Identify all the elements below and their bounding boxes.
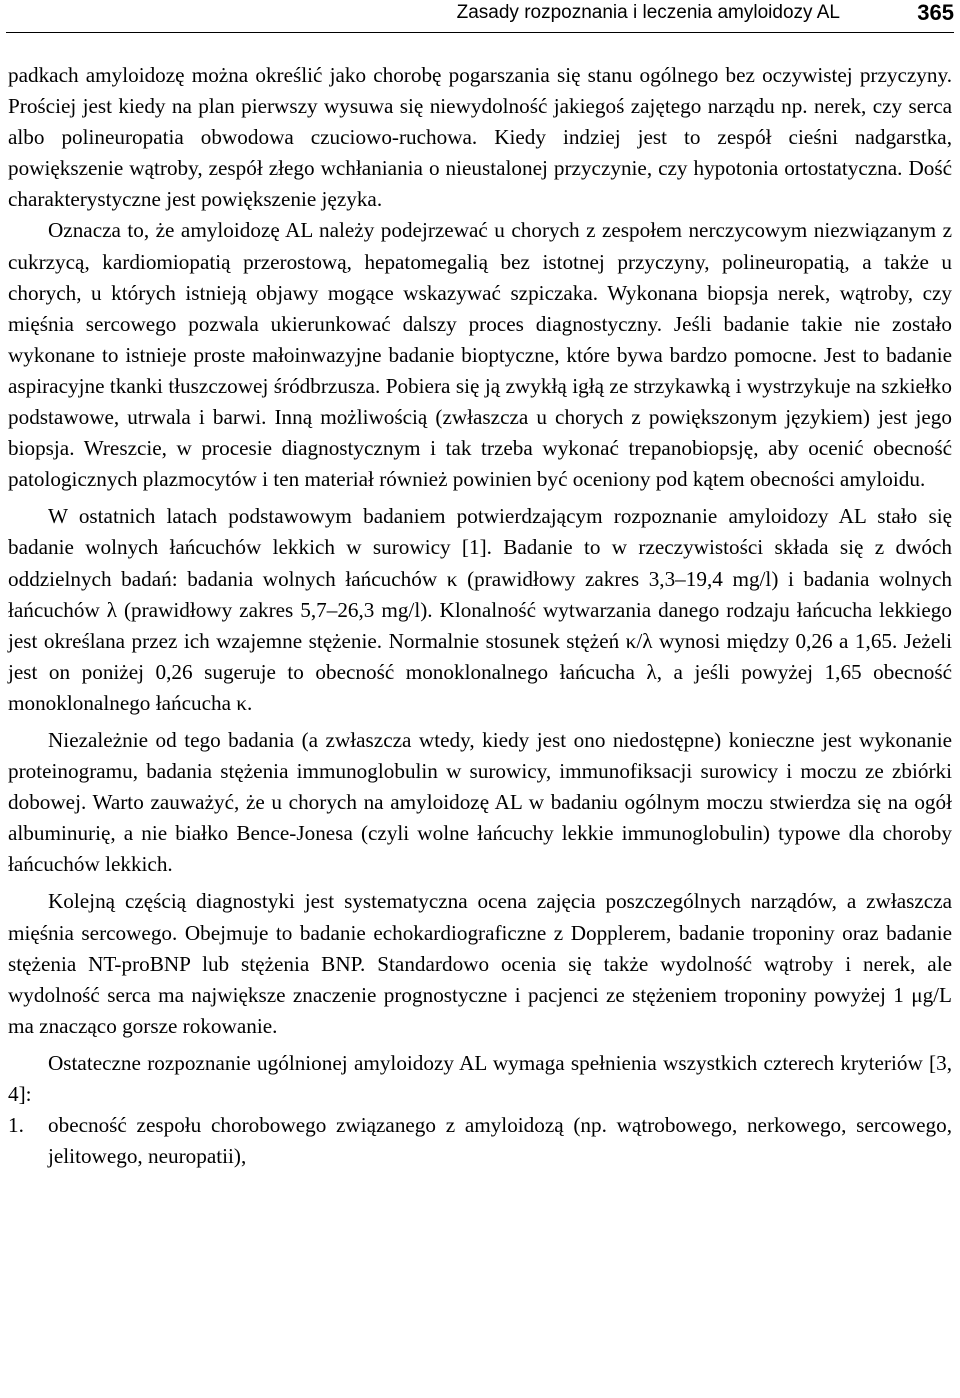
- list-item-number: 1.: [8, 1113, 24, 1138]
- list-item: [8, 1110, 952, 1172]
- header-rule: [6, 32, 954, 33]
- running-title: Zasady rozpoznania i leczenia amyloidozy AL: [456, 2, 840, 23]
- paragraph-continuation: padkach amyloidozę można określić jako chorobę pogarszania się stanu ogólnego bez oczywistej przyczyny. Prościej jest kiedy na plan pierwszy wysuwa się niewydolność jakiegoś zajętego narządu np. nerek, czy serca albo polineuropatia obwodowa czuciowo-ruchowa. Kiedy indziej jest to zespół cieśni nadgarstka, powiększenie wątroby, zespół złego wchłaniania o nieustalonej przyczynie, czy hypotonia ortostatyczna. Dość charakterystyczne jest powiększenie języka.: [8, 63, 952, 212]
- list-item-text: obecność zespołu chorobowego związanego z amyloidozą (np. wątrobowego, nerkowego, sercowego, jelitowego, neuropatii),: [48, 1113, 952, 1169]
- paragraph-organ-assessment: Kolejną częścią diagnostyki jest systematyczna ocena zajęcia poszczególnych narządów, a zwłaszcza mięśnia sercowego. Obejmuje to badanie echokardiograficzne z Dopplerem, badanie troponiny oraz badanie stężenia NT-proBNP lub stężenia BNP. Standardowo ocenia się także wydolność wątroby i nerek, ale wydolność serca ma największe znaczenie prognostyczne i pacjenci ze stężeniem troponiny powyżej 1 μg/L ma znacząco gorsze rokowanie.: [8, 889, 952, 1038]
- page-number: 365: [917, 0, 954, 25]
- paragraph-criteria-intro: Ostateczne rozpoznanie ugólnionej amyloidozy AL wymaga spełnienia wszystkich czterech kryteriów [3, 4]:: [8, 1050, 952, 1106]
- paragraph-free-light-chains: W ostatnich latach podstawowym badaniem potwierdzającym rozpoznanie amyloidozy AL stało się badanie wolnych łańcuchów lekkich w surowicy [1]. Badanie to w rzeczywistości składa się z dwóch oddzielnych badań: badania wolnych łańcuchów κ (prawidłowy zakres 3,3–19,4 mg/l) i badania wolnych łańcuchów λ (prawidłowy zakres 5,7–26,3 mg/l). Klonalność wytwarzania danego rodzaju łańcucha lekkiego jest określana przez ich wzajemne stężenie. Normalnie stosunek stężeń κ/λ wynosi między 0,26 a 1,65. Jeżeli jest on poniżej 0,26 sugeruje to obecność monoklonalnego łańcucha λ, a jeśli powyżej 1,65 obecność monoklonalnego łańcucha κ.: [8, 504, 952, 715]
- criteria-list: [8, 1110, 952, 1172]
- paragraph-proteinogram: Niezależnie od tego badania (a zwłaszcza wtedy, kiedy jest ono niedostępne) konieczne jest wykonanie proteinogramu, badania stężenia immunoglobulin w surowicy, immunofiksacji surowicy i moczu ze zbiórki dobowej. Warto zauważyć, że u chorych na amyloidozę AL w badaniu ogólnym moczu stwierdza się na ogół albuminurię, a nie białko Bence-Jonesa (czyli wolne łańcuchy lekkie immunoglobulin) typowe dla choroby łańcuchów lekkich.: [8, 727, 952, 877]
- page-header: [0, 0, 960, 34]
- paragraph-suspicion: Oznacza to, że amyloidozę AL należy podejrzewać u chorych z zespołem nerczycowym niezwiązanym z cukrzycą, kardiomiopatią przerostową, hepatomegalią bez istotnej przyczyny, polineuropatią, a także u chorych, u których istnieją objawy mogące wskazywać szpiczaka. Wykonana biopsja nerek, wątroby, czy mięśnia sercowego pozwala ukierunkować dalszy proces diagnostyczny. Jeśli badanie takie nie zostało wykonane to istnieje proste małoinwazyjne badanie bioptyczne, które bywa bardzo pomocne. Jest to badanie aspiracyjne tkanki tłuszczowej śródbrzusza. Pobiera się ją zwykłą igłą ze strzykawką i wystrzykuje na szkiełko podstawowe, utrwala i barwi. Inną możliwością (zwłaszcza u chorych z powiększonym językiem) jest jego biopsja. Wreszcie, w procesie diagnostycznym i tak trzeba wykonać trepanobiopsję, aby ocenić obecność patologicznych plazmocytów i ten materiał również powinien być oceniony pod kątem obecności amyloidu.: [8, 218, 952, 492]
- article-body: [8, 60, 952, 1172]
